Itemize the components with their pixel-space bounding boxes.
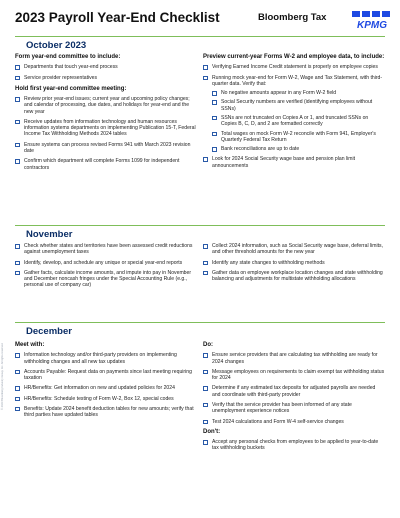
checklist-item: Ensure systems can process revised Forms 941 with March 2023 revision date [15, 142, 197, 155]
checkbox-icon[interactable] [212, 116, 217, 121]
checkbox-icon[interactable] [203, 157, 208, 162]
november-title: November [26, 229, 73, 240]
sub-checklist-item: Bank reconciliations are up to date [212, 146, 385, 152]
checkbox-icon[interactable] [212, 147, 217, 152]
october-title: October 2023 [26, 40, 87, 51]
checklist-item: Ensure service providers that are calculating tax withholding are ready for 2024 changes [203, 352, 385, 365]
checkbox-icon[interactable] [203, 386, 208, 391]
checklist-item: Accept any personal checks from employees to be applied to year-to-date tax withholding buckets [203, 439, 385, 452]
checklist-item: Identify, develop, and schedule any unique or special year-end reports [15, 260, 197, 266]
checklist-item: Gather facts, calculate income amounts, and impute into pay in November and December noncash fringes under the Special Accounting Rule (e.g., personal use of company car) [15, 270, 197, 289]
checklist-item: Departments that touch year-end process [15, 64, 197, 70]
november-rule [15, 225, 385, 226]
checkbox-icon[interactable] [203, 353, 208, 358]
checklist-item: Running mock year-end for Form W-2, Wage and Tax Statement, with third-quarter data. Verify that: [203, 75, 385, 88]
committee-heading: Form year-end committee to include: [15, 54, 121, 60]
sub-checklist-item: No negative amounts appear in any Form W-2 field [212, 90, 385, 96]
checkbox-icon[interactable] [203, 271, 208, 276]
december-rule [15, 322, 385, 323]
checkbox-icon[interactable] [203, 76, 208, 81]
kpmg-wordmark: KPMG [357, 20, 387, 31]
october-left-column [15, 54, 197, 171]
checkbox-icon[interactable] [203, 370, 208, 375]
checklist-item: Test 2024 calculations and Form W-4 self-service changes [203, 419, 385, 425]
october-rule [15, 36, 385, 37]
december-right-column [203, 342, 385, 452]
november-left-column [15, 243, 197, 289]
preview-heading: Preview current-year Forms W-2 and employee data, to include: [203, 54, 385, 60]
header [15, 10, 393, 30]
checkbox-icon[interactable] [203, 420, 208, 425]
checkbox-icon[interactable] [15, 97, 20, 102]
checkbox-icon[interactable] [212, 132, 217, 137]
december-left-column [15, 342, 197, 419]
checklist-item: Benefits: Update 2024 benefit deduction tables for new amounts; verify that third parties have updated tables [15, 406, 197, 419]
checklist-item: Verify that the service provider has been informed of any state unemployment experience notices [203, 402, 385, 415]
checkbox-icon[interactable] [203, 65, 208, 70]
page-title: 2023 Payroll Year-End Checklist [15, 10, 220, 25]
checkbox-icon[interactable] [15, 65, 20, 70]
november-right-column [203, 243, 385, 282]
sub-checklist-item: SSNs are not truncated on Copies A or 1, and truncated SSNs on Copies B, C, D, and 2 are formatted correctly [212, 115, 385, 128]
checkbox-icon[interactable] [15, 261, 20, 266]
checkbox-icon[interactable] [15, 353, 20, 358]
checklist-item: HR/Benefits: Schedule testing of Form W-2, Box 12, special codes [15, 396, 197, 402]
checklist-item: Verifying Earned Income Credit statement is properly on employee copies [203, 64, 385, 70]
checklist-item: Service provider representatives [15, 75, 197, 81]
checkbox-icon[interactable] [15, 120, 20, 125]
checklist-item: Information technology and/or third-party providers on implementing withholding changes and all new tax updates [15, 352, 197, 365]
kpmg-logo [350, 9, 394, 31]
sub-checklist-item: Total wages on mock Form W-2 reconcile with Form 941, Employer's Quarterly Federal Tax Return [212, 131, 385, 144]
checkbox-icon[interactable] [203, 440, 208, 445]
checklist-item: HR/Benefits: Get information on new and updated policies for 2024 [15, 385, 197, 391]
checklist-item: Accounts Payable: Request data on payments since last meeting requiring taxation [15, 369, 197, 382]
december-title: December [26, 326, 72, 337]
checkbox-icon[interactable] [15, 159, 20, 164]
october-right-column [203, 54, 385, 169]
checklist-item: Identify any state changes to withholding methods [203, 260, 385, 266]
checkbox-icon[interactable] [15, 76, 20, 81]
meeting-heading: Hold first year-end committee meeting: [15, 85, 127, 92]
checklist-item: Gather data on employee workplace location changes and state withholding balancing and adjustments for multistate withholding allocations [203, 270, 385, 283]
checkbox-icon[interactable] [15, 370, 20, 375]
copyright-text: © 2023 Bloomberg Industry Group, Inc. All rights reserved. [1, 342, 4, 410]
checkbox-icon[interactable] [15, 143, 20, 148]
sub-checklist-item: Social Security numbers are verified (identifying employees without SSNs) [212, 99, 385, 112]
checkbox-icon[interactable] [15, 271, 20, 276]
checkbox-icon[interactable] [203, 403, 208, 408]
checklist-item: Look for 2024 Social Security wage base and pension plan limit announcements [203, 156, 385, 169]
do-heading: Do: [203, 342, 213, 348]
checklist-item: Determine if any estimated tax deposits for adjusted payrolls are needed and coordinate with third-party provider [203, 385, 385, 398]
checklist-item: Message employees on requirements to claim exempt tax withholding status for 2024 [203, 369, 385, 382]
checkbox-icon[interactable] [203, 244, 208, 249]
checklist-item: Check whether states and territories have been assessed credit reductions against unemployment taxes [15, 243, 197, 256]
checklist-item: Collect 2024 information, such as Social Security wage base, deferral limits, and other threshold amounts for the new year [203, 243, 385, 256]
bloomberg-tax-logo: Bloomberg Tax [258, 12, 327, 23]
checklist-item: Confirm which department will complete Forms 1099 for independent contractors [15, 158, 197, 171]
checkbox-icon[interactable] [15, 397, 20, 402]
checkbox-icon[interactable] [212, 91, 217, 96]
checkbox-icon[interactable] [212, 100, 217, 105]
checkbox-icon[interactable] [15, 244, 20, 249]
checklist-item: Receive updates from information technology and human resources information systems departments on implementing Publication 15-T, Federal Income Tax Withholding Methods 2024 tables [15, 119, 197, 138]
meet-with-heading: Meet with: [15, 342, 45, 348]
checkbox-icon[interactable] [15, 407, 20, 412]
dont-heading: Don't: [203, 428, 221, 435]
checkbox-icon[interactable] [15, 386, 20, 391]
checklist-item: Review prior year-end issues; current year and upcoming policy changes; and calendar of processing, due dates, and holidays for year-end and the new year [15, 96, 197, 115]
side-copyright [1, 290, 7, 410]
checkbox-icon[interactable] [203, 261, 208, 266]
